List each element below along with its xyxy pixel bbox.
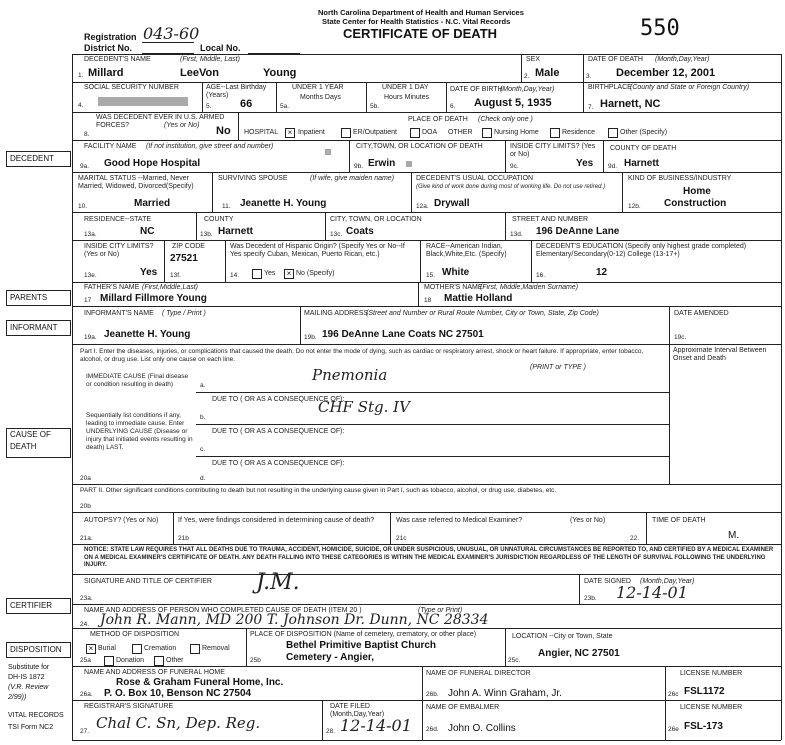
registration-value: 043-60	[143, 24, 200, 43]
place-of-disposition-label: PLACE OF DISPOSITION (Name of cemetery, crematory, or other place)	[250, 631, 477, 638]
method-label: METHOD OF DISPOSITION	[90, 631, 180, 638]
nursing-home-checkbox[interactable]	[482, 128, 492, 138]
armed-forces-label: WAS DECEDENT EVER IN U.S. ARMED FORCES?	[96, 114, 225, 129]
ssn-redacted	[98, 97, 188, 106]
removal-label: Removal	[202, 645, 230, 652]
license-value-2: FSL-173	[684, 721, 723, 732]
marital-value: Married	[134, 198, 171, 209]
findings-label: If Yes, were findings considered in determining cause of death?	[178, 517, 375, 524]
date-filed-label: DATE FILED (Month,Day,Year)	[330, 703, 385, 718]
facility-hint: (If not institution, give street and number)	[146, 143, 274, 150]
certificate-number: 550	[640, 16, 680, 41]
examiner-label: Was case referred to Medical Examiner?	[396, 517, 523, 524]
hispanic-yes-checkbox[interactable]	[252, 269, 262, 279]
completed-by-label: NAME AND ADDRESS OF PERSON WHO COMPLETED CAUSE OF DEATH (ITEM 20 )	[84, 607, 362, 614]
license-value-1: FSL1172	[684, 686, 725, 697]
date-amended-label: DATE AMENDED	[674, 310, 729, 317]
birthplace-value: Harnett, NC	[600, 98, 661, 110]
decedent-first-name: Millard	[88, 67, 124, 79]
decedent-middle-name: LeeVon	[180, 67, 219, 79]
informant-name-hint: ( Type / Print )	[162, 310, 206, 317]
birthplace-hint: (County and State or Foreign Country)	[630, 84, 750, 91]
date-filed-value: 12-14-01	[340, 716, 412, 735]
place-of-disposition-1: Bethel Primitive Baptist Church	[286, 640, 437, 651]
under-1-year-label: UNDER 1 YEAR	[292, 84, 344, 91]
business-value-1: Home	[683, 186, 711, 197]
decedent-last-name: Young	[263, 67, 297, 79]
donation-label: Donation	[116, 657, 145, 664]
certifier-signature-label: SIGNATURE AND TITLE OF CERTIFIER	[84, 578, 212, 585]
date-of-birth-hint: (Month,Day,Year)	[500, 86, 555, 93]
marital-label: MARITAL STATUS --Married, Never Married, Widowed, Divorced(Specify)	[78, 175, 194, 190]
due-to-label-a: DUE TO ( OR AS A CONSEQUENCE OF):	[212, 396, 345, 403]
funeral-home-1: Rose & Graham Funeral Home, Inc.	[116, 677, 284, 688]
date-signed-hint: (Month,Day,Year)	[640, 578, 695, 585]
informant-name-value: Jeanette H. Young	[104, 329, 191, 340]
hospital-label: HOSPITAL	[244, 129, 279, 136]
mailing-address-label: MAILING ADDRESS	[304, 310, 369, 317]
footer-line-1: Substitute for	[8, 664, 50, 671]
cremation-checkbox[interactable]	[132, 644, 142, 654]
res-inside-city-label: INSIDE CITY LIMITS? (Yes or No)	[84, 243, 154, 258]
education-value: 12	[596, 267, 608, 278]
occupation-hint: (Give kind of work done during most of working life. Do not use retired.)	[416, 184, 606, 190]
education-label: DECEDENT'S EDUCATION (Specify only highest grade completed) Elementary/Secondary(0-12) College (13-17+)	[536, 243, 747, 258]
section-certifier: CERTIFIER	[6, 598, 71, 614]
date-of-birth-value: August 5, 1935	[474, 97, 552, 109]
place-of-death-label: PLACE OF DEATH	[408, 116, 468, 123]
agency-line-1: North Carolina Department of Health and Human Services	[318, 8, 524, 17]
mailing-address-hint: (Street and Number or Rural Route Number, City or Town, State, Zip Code)	[366, 310, 599, 317]
business-label: KIND OF BUSINESS/INDUSTRY	[628, 175, 732, 182]
hispanic-no-checkbox[interactable]: ×	[284, 269, 294, 279]
residence-state-label: RESIDENCE--STATE	[84, 216, 152, 223]
hispanic-yes-label: Yes	[264, 270, 276, 277]
months-days-label: Months Days	[300, 94, 341, 101]
location-value: Angier, NC 27501	[538, 648, 620, 659]
section-decedent: DECEDENT	[6, 151, 71, 167]
place-of-disposition-2: Cemetery - Angier,	[286, 652, 374, 663]
agency-line-2: State Center for Health Statistics - N.C. Vital Records	[322, 17, 511, 26]
ssn-label: SOCIAL SECURITY NUMBER	[84, 84, 179, 91]
residence-county-value: Harnett	[218, 226, 254, 237]
section-parents: PARENTS	[6, 290, 71, 306]
father-value: Millard Fillmore Young	[100, 293, 207, 304]
zip-value: 27521	[170, 253, 198, 264]
residence-street-label: STREET AND NUMBER	[512, 216, 589, 223]
facility-label: FACILITY NAME	[84, 143, 137, 150]
embalmer-label: NAME OF EMBALMER	[426, 704, 500, 711]
er-outpatient-label: ER/Outpatient	[353, 129, 397, 136]
mother-hint: (First, Middle,Maiden Surname)	[480, 284, 579, 291]
location-label: LOCATION --City or Town, State	[512, 633, 613, 640]
mailing-address-value: 196 DeAnne Lane Coats NC 27501	[322, 329, 484, 340]
res-inside-city-value: Yes	[140, 267, 158, 278]
informant-name-label: INFORMANT'S NAME	[84, 310, 154, 317]
redaction-mark-1	[325, 149, 331, 155]
time-of-death-label: TIME OF DEATH	[652, 517, 706, 524]
mother-label: MOTHER'S NAME	[424, 284, 483, 291]
due-to-label-c: DUE TO ( OR AS A CONSEQUENCE OF):	[212, 460, 345, 467]
interval-label: Approximate Interval Between Onset and Death	[673, 347, 767, 362]
armed-forces-hint: (Yes or No)	[164, 122, 200, 129]
section-informant: INFORMANT	[6, 320, 71, 336]
spouse-value: Jeanette H. Young	[240, 198, 327, 209]
decedent-name-hint: (First, Middle, Last)	[180, 56, 240, 63]
death-inside-city-label: INSIDE CITY LIMITS? (Yes or No)	[510, 143, 596, 158]
funeral-director-label: NAME OF FUNERAL DIRECTOR	[426, 670, 531, 677]
autopsy-label: AUTOPSY? (Yes or No)	[84, 517, 159, 524]
race-label: RACE--American Indian, Black,White,Etc. (Specify)	[426, 243, 507, 258]
sex-label: SEX	[526, 56, 541, 63]
registrar-signature-label: REGISTRAR'S SIGNATURE	[84, 703, 174, 710]
completed-by-value: John R. Mann, MD 200 T. Johnson Dr. Dunn, NC 28334	[100, 612, 489, 628]
license-label-1: LICENSE NUMBER	[680, 670, 743, 677]
date-of-death-label: DATE OF DEATH	[588, 56, 643, 63]
section-disposition: DISPOSITION	[6, 642, 71, 658]
funeral-home-2: P. O. Box 10, Benson NC 27504	[104, 688, 252, 699]
removal-checkbox[interactable]	[190, 644, 200, 654]
embalmer-value: John O. Collins	[448, 723, 516, 734]
time-of-death-value: M.	[728, 530, 740, 541]
certifier-signature: J.M.	[256, 570, 300, 595]
funeral-director-value: John A. Winn Graham, Jr.	[448, 688, 562, 699]
residence-street-value: 196 DeAnne Lane	[536, 226, 620, 237]
place-of-death-hint: (Check only one )	[478, 116, 533, 123]
residence-county-label: COUNTY	[204, 216, 234, 223]
doa-label: DOA	[422, 129, 438, 136]
hispanic-no-label: No (Specify)	[296, 270, 335, 277]
nursing-home-label: Nursing Home	[494, 129, 539, 136]
facility-value: Good Hope Hospital	[104, 158, 201, 169]
zip-label: ZIP CODE	[172, 243, 205, 250]
completed-by-hint: (Type or Print)	[418, 607, 463, 614]
spouse-hint: (If wife, give maiden name)	[310, 175, 395, 182]
license-label-2: LICENSE NUMBER	[680, 704, 743, 711]
date-of-death-value: December 12, 2001	[616, 67, 716, 79]
local-label: Local No.	[200, 43, 241, 53]
date-signed-label: DATE SIGNED	[584, 578, 631, 585]
footer-line-3: (V.R. Review	[8, 684, 49, 691]
residence-checkbox[interactable]	[550, 128, 560, 138]
er-outpatient-checkbox[interactable]	[341, 128, 351, 138]
due-to-label-b: DUE TO ( OR AS A CONSEQUENCE OF):	[212, 428, 345, 435]
form-title: CERTIFICATE OF DEATH	[343, 26, 498, 41]
examiner-yes-no: (Yes or No)	[570, 517, 606, 524]
inpatient-label: Inpatient	[298, 129, 325, 136]
death-inside-city-value: Yes	[576, 158, 594, 169]
burial-checkbox[interactable]: ×	[86, 644, 96, 654]
registration-label: Registration	[84, 32, 137, 42]
donation-checkbox[interactable]	[104, 656, 114, 666]
cause-b-handwritten: CHF Stg. IV	[318, 398, 410, 416]
cremation-label: Cremation	[144, 645, 177, 652]
footer-line-6: TSI Form NC2	[8, 724, 54, 731]
immediate-cause-label: IMMEDIATE CAUSE (Final disease or condition resulting in death)	[86, 373, 189, 388]
disposition-other-checkbox[interactable]	[154, 656, 164, 666]
hours-minutes-label: Hours Minutes	[384, 94, 430, 101]
under-1-day-label: UNDER 1 DAY	[382, 84, 429, 91]
other-specify-checkbox[interactable]	[608, 128, 618, 138]
sequential-label: Sequentially list conditions if any, leading to immediate cause. Enter UNDERLYING CAUSE (Disease or injury that initiated events resulting in death) LAST.	[86, 412, 193, 451]
part2-instructions: PART II. Other significant conditions contributing to death but not resulting in the underlying cause given in Part I, such as tobacco, alcohol, or drug use, diabetes, etc.	[80, 487, 557, 494]
district-label: District No.	[84, 43, 133, 53]
date-of-birth-label: DATE OF BIRTH	[450, 86, 503, 93]
registrar-signature: Chal C. Sn, Dep. Reg.	[96, 714, 261, 732]
mother-value: Mattie Holland	[444, 293, 513, 304]
death-city-label: CITY,TOWN, OR LOCATION OF DEATH	[356, 143, 483, 150]
death-county-label: COUNTY OF DEATH	[610, 145, 677, 152]
father-label: FATHER'S NAME	[84, 284, 140, 291]
disposition-other-label: Other	[166, 657, 184, 664]
occupation-value: Drywall	[434, 198, 470, 209]
other-specify-label: Other (Specify)	[620, 129, 668, 136]
part1-instructions: Part I. Enter the diseases, injuries, or complications that caused the death. Do not enter the mode of dying, such as cardiac or respiratory arrest, shock or heart failure. If appropriate, enter tobacco, alcohol, or drug use. List only one cause on each line.	[80, 348, 644, 363]
print-hint: (PRINT or TYPE )	[530, 364, 587, 371]
age-value: 66	[240, 98, 253, 110]
redaction-mark-2	[406, 161, 412, 167]
me-notice: NOTICE: STATE LAW REQUIRES THAT ALL DEATHS DUE TO TRAUMA, ACCIDENT, HOMICIDE, SUICIDE, OR UNDER SUSPICIOUS, UNUSUAL, OR UNNATURAL CIRCUMSTANCES BE REPORTED TO, AND CERTIFIED BY A MEDICAL EXAMINER ON A MEDICAL EXAMINER'S CERTIFICATE OF DEATH. ANY DEATH FALLING INTO THESE CATEGORIES IS WITHIN THE MEDICAL EXAMINER'S JURISDICTION REGARDLESS OF THE LENGTH OF SURVIVAL FOLLOWING THE UNDERLYING INJURY.	[84, 547, 774, 568]
footer-line-2: DH-IS 1872	[8, 674, 45, 681]
footer-line-5: VITAL RECORDS	[8, 712, 64, 719]
death-city-value: Erwin	[368, 158, 396, 169]
sex-value: Male	[535, 67, 560, 79]
business-value-2: Construction	[664, 198, 727, 209]
race-value: White	[442, 267, 470, 278]
other-label: OTHER	[448, 129, 473, 136]
funeral-home-label: NAME AND ADDRESS OF FUNERAL HOME	[84, 669, 225, 676]
footer-line-4: 2/99))	[8, 694, 27, 701]
hispanic-label: Was Decedent of Hispanic Origin? (Specify Yes or No--If Yes specify Cuban, Mexican, Puerto Rican, etc.)	[230, 243, 405, 258]
residence-city-value: Coats	[346, 226, 374, 237]
age-label: AGE--Last Birthday (Years)	[206, 84, 267, 99]
residence-label: Residence	[562, 129, 596, 136]
residence-city-label: CITY, TOWN, OR LOCATION	[330, 216, 422, 223]
residence-state-value: NC	[140, 226, 155, 237]
death-county-value: Harnett	[624, 158, 660, 169]
armed-forces-value: No	[216, 125, 231, 137]
father-hint: (First,Middle,Last)	[142, 284, 199, 291]
spouse-label: SURVIVING SPOUSE	[218, 175, 288, 182]
cause-a-handwritten: Pnemonia	[312, 366, 388, 384]
date-of-death-hint: (Month,Day,Year)	[655, 56, 710, 63]
section-cause-of-death: CAUSE OF DEATH	[6, 428, 71, 458]
occupation-label: DECEDENT'S USUAL OCCUPATION	[416, 175, 534, 182]
burial-label: Burial	[98, 645, 116, 652]
doa-checkbox[interactable]	[410, 128, 420, 138]
date-signed-value: 12-14-01	[616, 583, 688, 602]
decedent-name-label: DECEDENT'S NAME	[84, 56, 151, 63]
inpatient-checkbox[interactable]: ×	[285, 128, 295, 138]
birthplace-label: BIRTHPLACE	[588, 84, 632, 91]
